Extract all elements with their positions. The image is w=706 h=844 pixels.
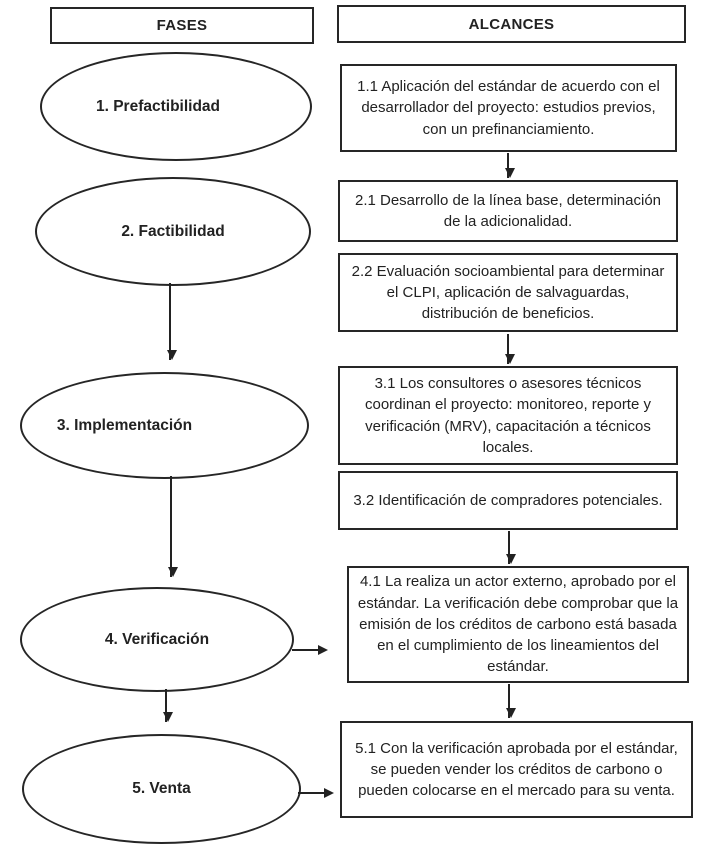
- fase-label-venta: 5. Venta: [132, 780, 191, 797]
- fases-column-header: [50, 7, 314, 44]
- alcance-text-1-1: 1.1 Aplicación del estándar de acuerdo con el desarrollador del proyecto: estudios previos, con un prefinanciamiento.: [357, 78, 660, 138]
- arrow-down-fase2-to-fase3: [169, 283, 171, 360]
- arrow-down-alcance1-1-to-2-1: [507, 153, 509, 178]
- alcance-text-3-1: 3.1 Los consultores o asesores técnicos coordinan el proyecto: monitoreo, reporte y verificación (MRV), capacitación a técnicos locales.: [365, 374, 651, 456]
- alcance-text-3-2: 3.2 Identificación de compradores potenciales.: [353, 491, 663, 509]
- alcance-text-2-1: 2.1 Desarrollo de la línea base, determinación de la adicionalidad.: [354, 191, 661, 230]
- alcance-box-2-1: [338, 180, 678, 242]
- alcance-text-2-2: 2.2 Evaluación socioambiental para determinar el CLPI, aplicación de salvaguardas, distribución de beneficios.: [351, 262, 665, 323]
- fase-label-prefactibilidad: 1. Prefactibilidad: [95, 97, 221, 115]
- fase-ellipse-venta: [22, 734, 301, 844]
- alcance-text-4-1: 4.1 La realiza un actor externo, aprobado por el estándar. La verificación debe comprobar que la emisión de los créditos de carbono está basada en el cumplimiento de los lineamientos del estándar.: [357, 573, 679, 676]
- fase-ellipse-implementacion: [20, 372, 309, 479]
- alcances-column-header: [337, 5, 686, 43]
- arrow-right-fase4-to-alcance4-1: [292, 649, 326, 651]
- fases-header-label: FASES: [156, 17, 208, 34]
- alcance-box-3-2: [338, 471, 678, 530]
- alcance-text-5-1: 5.1 Con la verificación aprobada por el estándar, se pueden vender los créditos de carbono o pueden colocarse en el mercado para su venta.: [355, 739, 678, 800]
- fase-label-verificacion: 4. Verificación: [104, 630, 210, 648]
- alcance-box-2-2: [338, 253, 678, 332]
- alcance-box-3-1: [338, 366, 678, 465]
- alcances-header-label: ALCANCES: [468, 15, 555, 33]
- fase-ellipse-verificacion: [20, 587, 294, 692]
- fase-label-factibilidad: 2. Factibilidad: [121, 222, 225, 240]
- arrow-down-alcance3-2-to-4-1: [508, 531, 510, 564]
- fase-ellipse-factibilidad: [35, 177, 311, 286]
- alcance-box-1-1: [340, 64, 677, 152]
- alcance-box-5-1: [340, 721, 693, 818]
- fase-ellipse-prefactibilidad: [40, 52, 312, 161]
- arrow-down-fase4-to-fase5: [165, 689, 167, 722]
- fase-label-implementacion: 3. Implementación: [56, 416, 193, 434]
- arrow-right-fase5-to-alcance5-1: [298, 792, 332, 794]
- arrow-down-alcance2-2-to-3-1: [507, 334, 509, 364]
- alcance-box-4-1: [347, 566, 689, 683]
- arrow-down-fase3-to-fase4: [170, 476, 172, 577]
- arrow-down-alcance4-1-to-5-1: [508, 684, 510, 718]
